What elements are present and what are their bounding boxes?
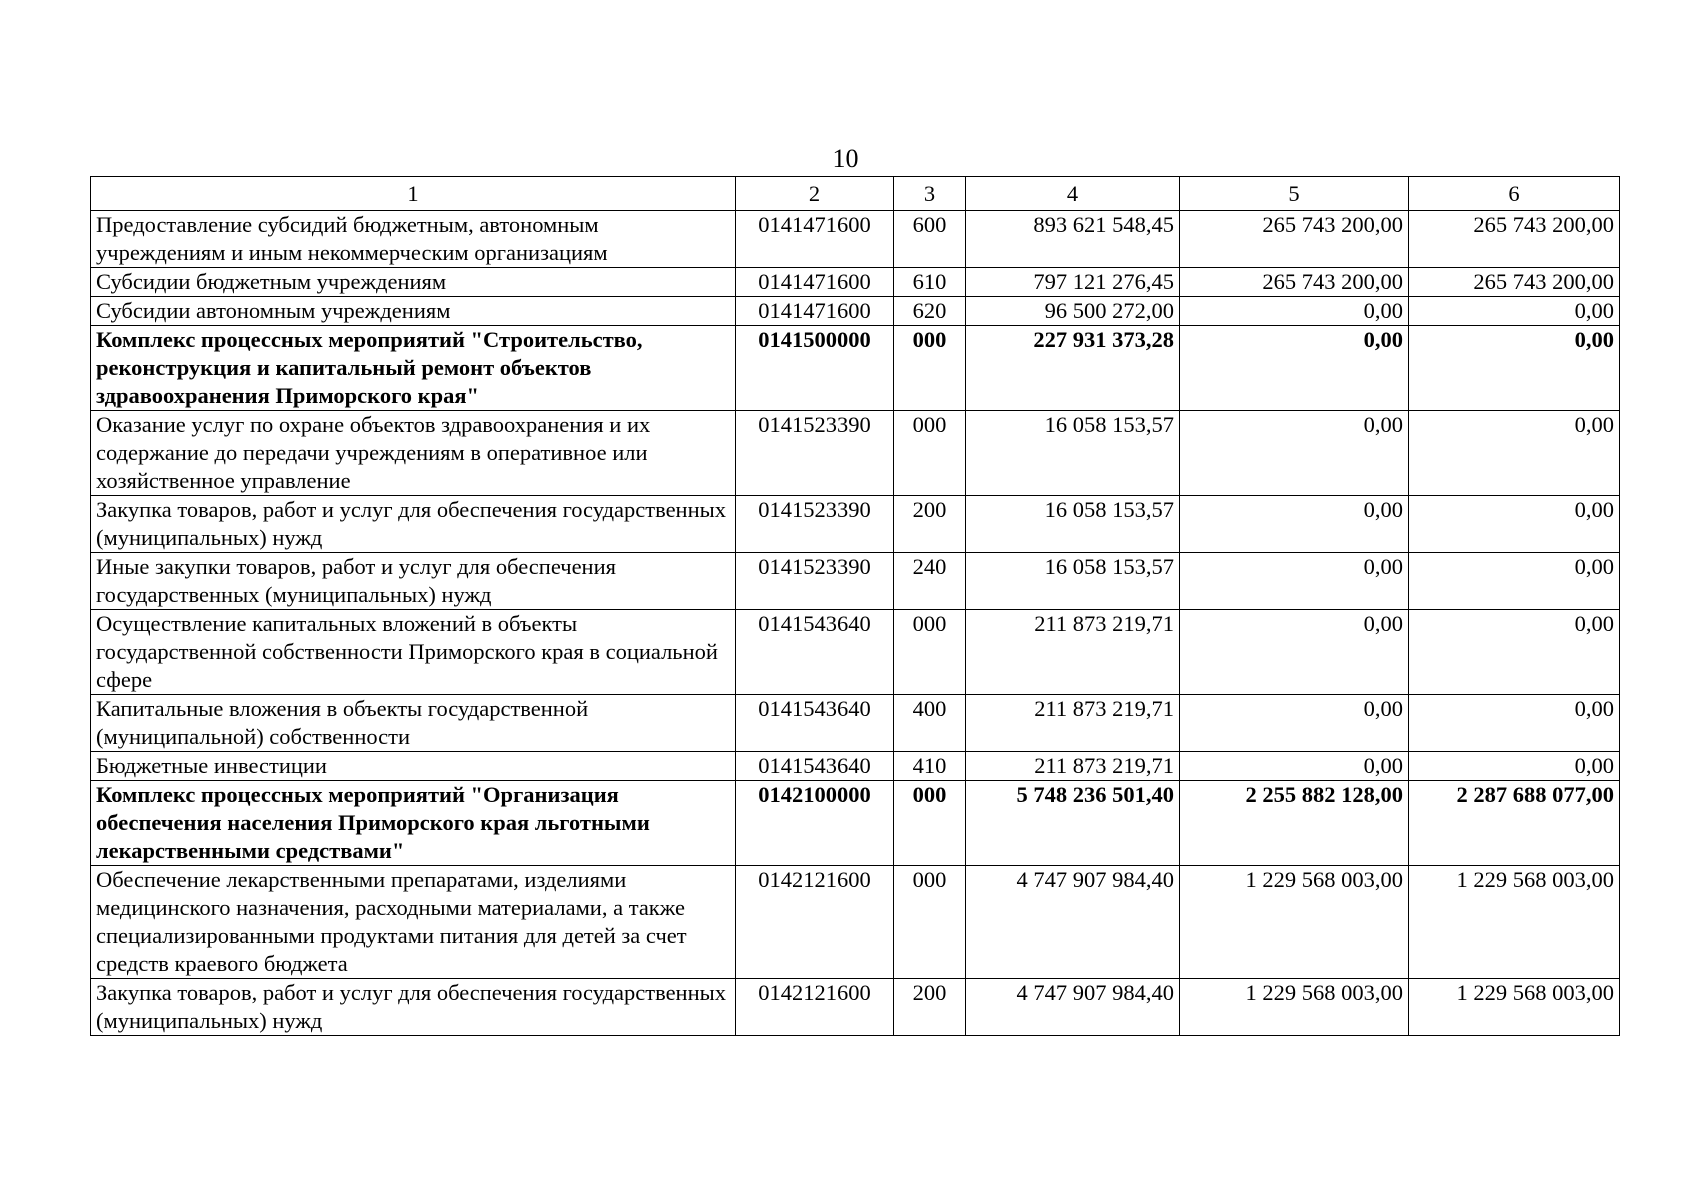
row-name: Предоставление субсидий бюджетным, автономным учреждениям и иным некоммерческим организациям [91,211,736,268]
row-amount-col5: 0,00 [1180,553,1409,610]
row-expense-type: 000 [894,411,966,496]
row-amount-col6: 0,00 [1409,297,1620,326]
row-name: Закупка товаров, работ и услуг для обеспечения государственных (муниципальных) нужд [91,496,736,553]
page-number: 10 [832,144,859,173]
row-name: Обеспечение лекарственными препаратами, изделиями медицинского назначения, расходными материалами, а также специализированными продуктами питания для детей за счет средств краевого бюджета [91,866,736,979]
row-amount-col4: 4 747 907 984,40 [966,979,1180,1036]
row-target-code: 0142121600 [736,979,894,1036]
row-expense-type: 200 [894,496,966,553]
row-amount-col4: 211 873 219,71 [966,695,1180,752]
row-name: Субсидии автономным учреждениям [91,297,736,326]
row-target-code: 0141523390 [736,553,894,610]
row-target-code: 0141543640 [736,610,894,695]
row-expense-type: 000 [894,781,966,866]
table-row [91,268,1620,297]
row-target-code: 0141471600 [736,297,894,326]
row-expense-type: 000 [894,866,966,979]
row-expense-type: 000 [894,610,966,695]
row-amount-col5: 0,00 [1180,411,1409,496]
row-expense-type: 200 [894,979,966,1036]
row-expense-type: 410 [894,752,966,781]
row-name: Субсидии бюджетным учреждениям [91,268,736,297]
row-amount-col6: 0,00 [1409,411,1620,496]
row-expense-type: 400 [894,695,966,752]
row-expense-type: 240 [894,553,966,610]
row-amount-col4: 16 058 153,57 [966,411,1180,496]
table-row [91,695,1620,752]
column-header: 2 [736,177,894,211]
column-header: 3 [894,177,966,211]
row-name: Оказание услуг по охране объектов здравоохранения и их содержание до передачи учреждениям в оперативное или хозяйственное управление [91,411,736,496]
column-header: 5 [1180,177,1409,211]
row-amount-col5: 265 743 200,00 [1180,211,1409,268]
row-amount-col5: 0,00 [1180,695,1409,752]
row-amount-col6: 0,00 [1409,326,1620,411]
row-name: Иные закупки товаров, работ и услуг для обеспечения государственных (муниципальных) нужд [91,553,736,610]
row-amount-col5: 0,00 [1180,610,1409,695]
row-amount-col4: 96 500 272,00 [966,297,1180,326]
row-amount-col5: 265 743 200,00 [1180,268,1409,297]
budget-table [90,176,1620,1036]
table-row [91,781,1620,866]
row-target-code: 0141500000 [736,326,894,411]
table-row [91,496,1620,553]
row-target-code: 0141471600 [736,268,894,297]
column-header: 4 [966,177,1180,211]
table-row [91,610,1620,695]
row-name: Капитальные вложения в объекты государственной (муниципальной) собственности [91,695,736,752]
row-amount-col6: 0,00 [1409,610,1620,695]
row-amount-col5: 1 229 568 003,00 [1180,979,1409,1036]
row-expense-type: 620 [894,297,966,326]
table-row [91,979,1620,1036]
row-amount-col6: 2 287 688 077,00 [1409,781,1620,866]
row-amount-col6: 265 743 200,00 [1409,268,1620,297]
table-header [91,177,1620,211]
row-amount-col5: 0,00 [1180,752,1409,781]
row-amount-col6: 1 229 568 003,00 [1409,866,1620,979]
row-target-code: 0141523390 [736,411,894,496]
row-name: Бюджетные инвестиции [91,752,736,781]
row-amount-col6: 0,00 [1409,695,1620,752]
table-row [91,297,1620,326]
row-amount-col5: 0,00 [1180,326,1409,411]
row-amount-col6: 0,00 [1409,553,1620,610]
row-name: Закупка товаров, работ и услуг для обеспечения государственных (муниципальных) нужд [91,979,736,1036]
row-amount-col4: 227 931 373,28 [966,326,1180,411]
row-amount-col4: 893 621 548,45 [966,211,1180,268]
row-amount-col5: 1 229 568 003,00 [1180,866,1409,979]
row-amount-col4: 4 747 907 984,40 [966,866,1180,979]
row-amount-col4: 211 873 219,71 [966,610,1180,695]
row-amount-col6: 1 229 568 003,00 [1409,979,1620,1036]
table-row [91,411,1620,496]
row-name: Комплекс процессных мероприятий "Строительство, реконструкция и капитальный ремонт объектов здравоохранения Приморского края" [91,326,736,411]
row-target-code: 0141543640 [736,752,894,781]
row-expense-type: 000 [894,326,966,411]
row-amount-col4: 16 058 153,57 [966,553,1180,610]
row-target-code: 0141543640 [736,695,894,752]
row-amount-col4: 16 058 153,57 [966,496,1180,553]
column-header: 6 [1409,177,1620,211]
row-target-code: 0142100000 [736,781,894,866]
row-amount-col6: 0,00 [1409,752,1620,781]
row-target-code: 0141471600 [736,211,894,268]
row-amount-col4: 797 121 276,45 [966,268,1180,297]
column-header: 1 [91,177,736,211]
row-name: Комплекс процессных мероприятий "Организация обеспечения населения Приморского края льготными лекарственными средствами" [91,781,736,866]
row-amount-col4: 5 748 236 501,40 [966,781,1180,866]
row-amount-col5: 2 255 882 128,00 [1180,781,1409,866]
table-row [91,866,1620,979]
row-target-code: 0141523390 [736,496,894,553]
row-name: Осуществление капитальных вложений в объекты государственной собственности Приморского края в социальной сфере [91,610,736,695]
table-row [91,326,1620,411]
table-body [91,211,1620,1036]
row-expense-type: 610 [894,268,966,297]
header-row [91,177,1620,211]
row-amount-col5: 0,00 [1180,496,1409,553]
row-amount-col4: 211 873 219,71 [966,752,1180,781]
row-amount-col6: 265 743 200,00 [1409,211,1620,268]
table-row [91,752,1620,781]
row-expense-type: 600 [894,211,966,268]
table-row [91,211,1620,268]
row-amount-col6: 0,00 [1409,496,1620,553]
row-amount-col5: 0,00 [1180,297,1409,326]
table-row [91,553,1620,610]
row-target-code: 0142121600 [736,866,894,979]
